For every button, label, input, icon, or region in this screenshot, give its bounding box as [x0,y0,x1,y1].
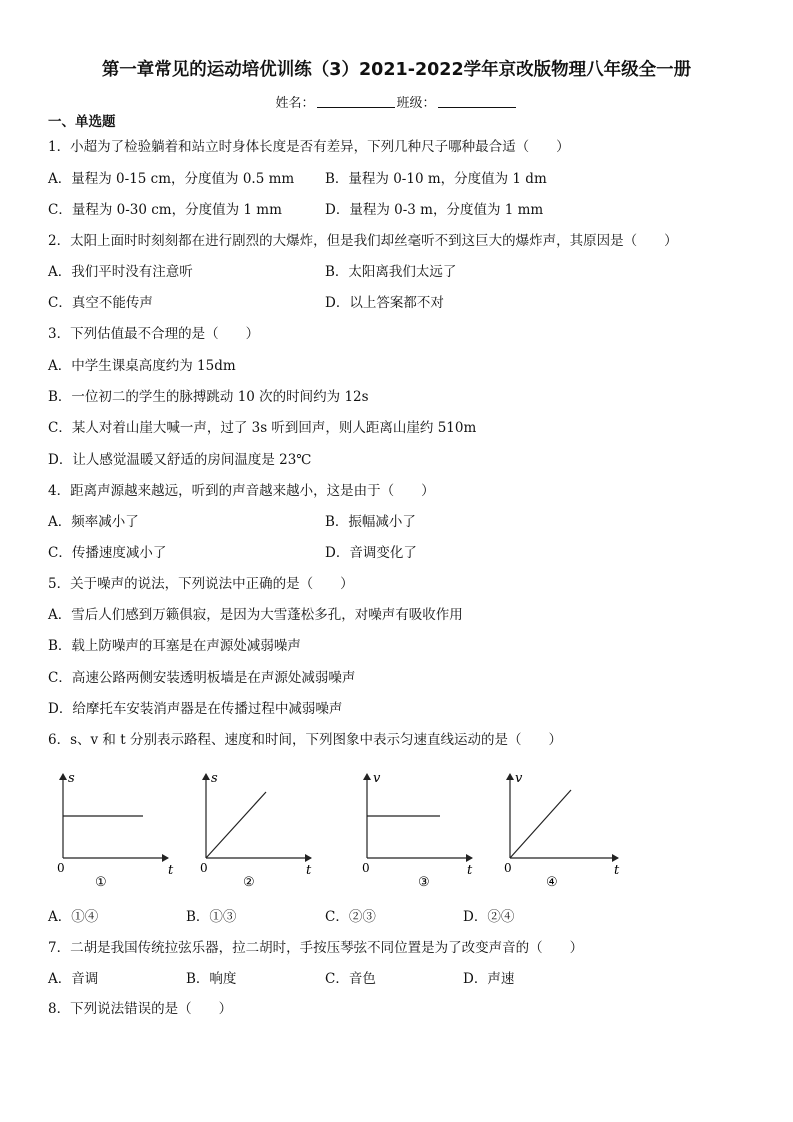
student-info [0,92,793,111]
graph-2-line [206,792,266,858]
graph-1-caption: ① [95,875,107,890]
question-5-stem: 5．关于噪声的说法，下列说法中正确的是（ ） [48,576,354,592]
graph-2-x-label: t [306,863,312,878]
question-1-option-a[interactable]: A．量程为 0-15 cm，分度值为 0.5 mm [48,171,295,187]
question-2-option-c[interactable]: C．真空不能传声 [48,295,153,311]
question-6-option-d[interactable]: D．②④ [463,909,515,925]
graph-4-y-label: v [515,771,523,786]
question-3-option-b[interactable]: B．一位初二的学生的脉搏跳动 10 次的时间约为 12s [48,389,369,405]
graph-1-y-label: s [68,771,75,786]
graph-2-y-label: s [211,771,218,786]
question-1-stem: 1．小超为了检验躺着和站立时身体长度是否有差异，下列几种尺子哪种最合适（ ） [48,139,570,155]
question-4-option-d[interactable]: D．音调变化了 [325,545,417,561]
graph-3-caption: ③ [418,875,430,890]
graph-2-origin: 0 [200,861,208,875]
graph-1 [57,771,174,890]
question-6-stem: 6．s、v 和 t 分别表示路程、速度和时间，下列图象中表示匀速直线运动的是（ ） [48,732,562,748]
graph-3-origin: 0 [362,861,370,875]
graph-2 [200,771,312,890]
question-4-option-a[interactable]: A．频率减小了 [48,514,139,530]
page-title: 第一章常见的运动培优训练（3）2021-2022学年京改版物理八年级全一册 [101,60,692,80]
question-3-stem: 3．下列估值最不合理的是（ ） [48,326,260,342]
class-label: 班级： [396,96,436,111]
class-blank[interactable] [438,95,516,108]
question-5-option-b[interactable]: B．载上防噪声的耳塞是在声源处减弱噪声 [48,638,301,654]
question-7-option-d[interactable]: D．声速 [463,971,515,987]
question-2-option-d[interactable]: D．以上答案都不对 [325,295,444,311]
graph-4-origin: 0 [504,861,512,875]
question-6-option-a[interactable]: A．①④ [48,909,99,925]
question-8-stem: 8．下列说法错误的是（ ） [48,1001,233,1017]
question-4-option-b[interactable]: B．振幅减小了 [325,514,416,530]
question-7-stem: 7．二胡是我国传统拉弦乐器，拉二胡时，手按压琴弦不同位置是为了改变声音的（ ） [48,940,584,956]
question-6-option-b[interactable]: B．①③ [186,909,237,925]
question-2-option-b[interactable]: B．太阳离我们太远了 [325,264,457,280]
question-4-stem: 4．距离声源越来越远，听到的声音越来越小，这是由于（ ） [48,483,435,499]
question-2-option-a[interactable]: A．我们平时没有注意听 [48,264,193,280]
section-title: 一、单选题 [48,114,116,130]
name-blank[interactable] [317,95,395,108]
graph-3-y-label: v [373,771,381,786]
graph-1-x-label: t [168,863,174,878]
question-7-option-c[interactable]: C．音色 [325,971,376,987]
question-5-option-a[interactable]: A．雪后人们感到万籁俱寂，是因为大雪蓬松多孔，对噪声有吸收作用 [48,607,463,623]
question-6-option-c[interactable]: C．②③ [325,909,376,925]
question-1-option-c[interactable]: C．量程为 0-30 cm，分度值为 1 mm [48,202,282,218]
question-3-option-c[interactable]: C．某人对着山崖大喊一声，过了 3s 听到回声，则人距离山崖约 510m [48,420,477,436]
graph-4-line [510,790,571,858]
question-2-stem: 2．太阳上面时时刻刻都在进行剧烈的大爆炸，但是我们却丝毫听不到这巨大的爆炸声，其原因是（ ） [48,233,678,249]
graph-3-x-label: t [467,863,473,878]
graph-2-caption: ② [243,875,255,890]
question-6-graphs [0,752,793,902]
question-5-option-c[interactable]: C．高速公路两侧安装透明板墙是在声源处减弱噪声 [48,670,356,686]
question-7-option-a[interactable]: A．音调 [48,971,99,987]
question-1-option-b[interactable]: B．量程为 0-10 m，分度值为 1 dm [325,171,547,187]
name-label: 姓名： [275,96,315,111]
graph-3 [362,771,473,890]
question-3-option-d[interactable]: D．让人感觉温暖又舒适的房间温度是 23℃ [48,452,312,468]
question-3-option-a[interactable]: A．中学生课桌高度约为 15dm [48,358,236,374]
question-5-option-d[interactable]: D．给摩托车安装消声器是在传播过程中减弱噪声 [48,701,343,717]
question-4-option-c[interactable]: C．传播速度减小了 [48,545,167,561]
graph-4 [504,771,620,890]
question-7-option-b[interactable]: B．响度 [186,971,237,987]
graph-4-caption: ④ [546,875,558,890]
graph-1-origin: 0 [57,861,65,875]
graph-4-x-label: t [614,863,620,878]
question-1-option-d[interactable]: D．量程为 0-3 m，分度值为 1 mm [325,202,544,218]
